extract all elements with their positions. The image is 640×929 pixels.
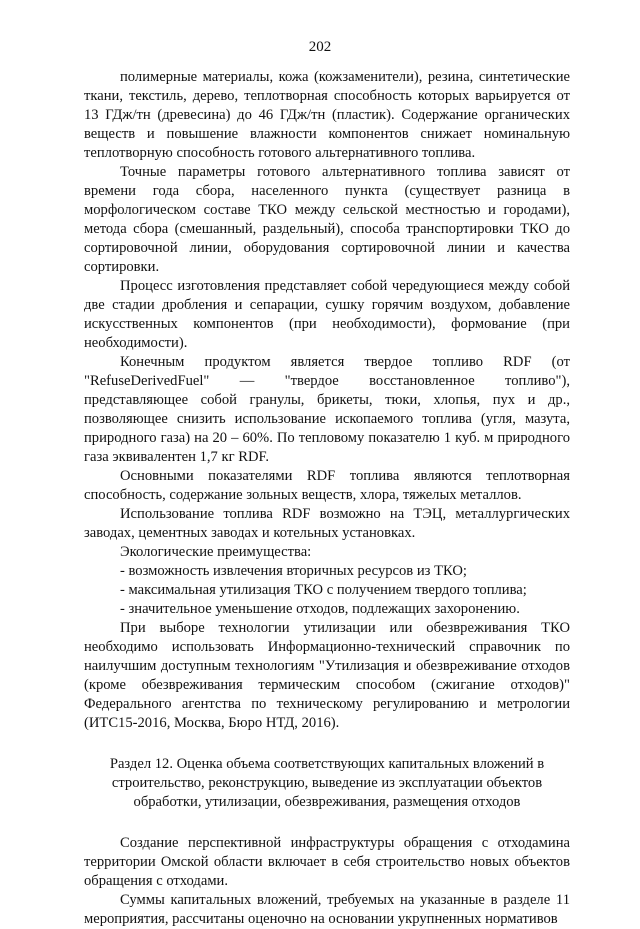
paragraph-process: Процесс изготовления представляет собой чередующиеся между собой две стадии дробления и сепарации, сушку горячим воздухом, добавление искусственных компонентов (при необходимости), формование (при необходимости). <box>84 278 570 351</box>
paragraph-infrastructure: Создание перспективной инфраструктуры обращения с отходамина территории Омской области включает в себя строительство новых объектов обращения с отходами. <box>84 835 570 889</box>
section-heading-line: обработки, утилизации, обезвреживания, размещения отходов <box>133 794 521 810</box>
paragraph-rdf-product: Конечным продуктом является твердое топливо RDF (от "RefuseDerivedFuel" — "твердое восстановленное топливо"), представляющее собой гранулы, брикеты, тюки, хлопья, пух и др., позволяющее снизить использование ископаемого топлива (угля, мазута, природного газа) на 20 – 60%. По тепловому показателю 1 куб. м природного газа эквивалентен 1,7 кг RDF. <box>84 354 570 465</box>
paragraph-technology-reference: При выборе технологии утилизации или обезвреживания ТКО необходимо использовать Информационно-технический справочник по наилучшим доступным технологиям "Утилизация и обезвреживание отходов (кроме обезвреживания термическим способом (сжигание отходов)" Федерального агентства по техническому регулированию и метрологии (ИТС15-2016, Москва, Бюро НТД, 2016). <box>84 620 570 731</box>
section-heading <box>84 755 570 812</box>
paragraph-rdf-indicators: Основными показателями RDF топлива являются теплотворная способность, содержание зольных веществ, хлора, тяжелых металлов. <box>84 468 570 503</box>
paragraph-capital-investments: Суммы капитальных вложений, требуемых на указанные в разделе 11 мероприятия, рассчитаны оценочно на основании укрупненных нормативов <box>84 892 570 927</box>
paragraph-fuel-parameters: Точные параметры готового альтернативного топлива зависят от времени года сбора, населенного пункта (существует разница в морфологическом составе ТКО между сельской местностью и городами), метода сбора (смешанный, раздельный), способа транспортировки ТКО до сортировочной линии, оборудования сортировочной линии и качества сортировки. <box>84 164 570 275</box>
page-number: 202 <box>308 39 332 55</box>
paragraph-rdf-usage: Использование топлива RDF возможно на ТЭЦ, металлургических заводах, цементных заводах и котельных установках. <box>84 506 570 541</box>
list-item: - максимальная утилизация ТКО с получением твердого топлива; <box>120 582 527 598</box>
advantages-list <box>84 562 570 619</box>
paragraph-materials: полимерные материалы, кожа (кожзаменители), резина, синтетические ткани, текстиль, дерево, теплотворная способность которых варьируется от 13 ГДж/тн (древесина) до 46 ГДж/тн (пластик). Содержание органических веществ и повышение влажности компонентов снижает номинальную теплотворную способность готового альтернативного топлива. <box>84 69 570 161</box>
list-item: - значительное уменьшение отходов, подлежащих захоронению. <box>120 601 520 617</box>
section-heading-line: Раздел 12. Оценка объема соответствующих капитальных вложений в <box>109 756 545 772</box>
list-item: - возможность извлечения вторичных ресурсов из ТКО; <box>120 563 467 579</box>
section-heading-line: строительство, реконструкцию, выведение из эксплуатации объектов <box>111 775 543 791</box>
page-body <box>84 68 570 929</box>
paragraph-advantages-heading: Экологические преимущества: <box>120 544 312 560</box>
